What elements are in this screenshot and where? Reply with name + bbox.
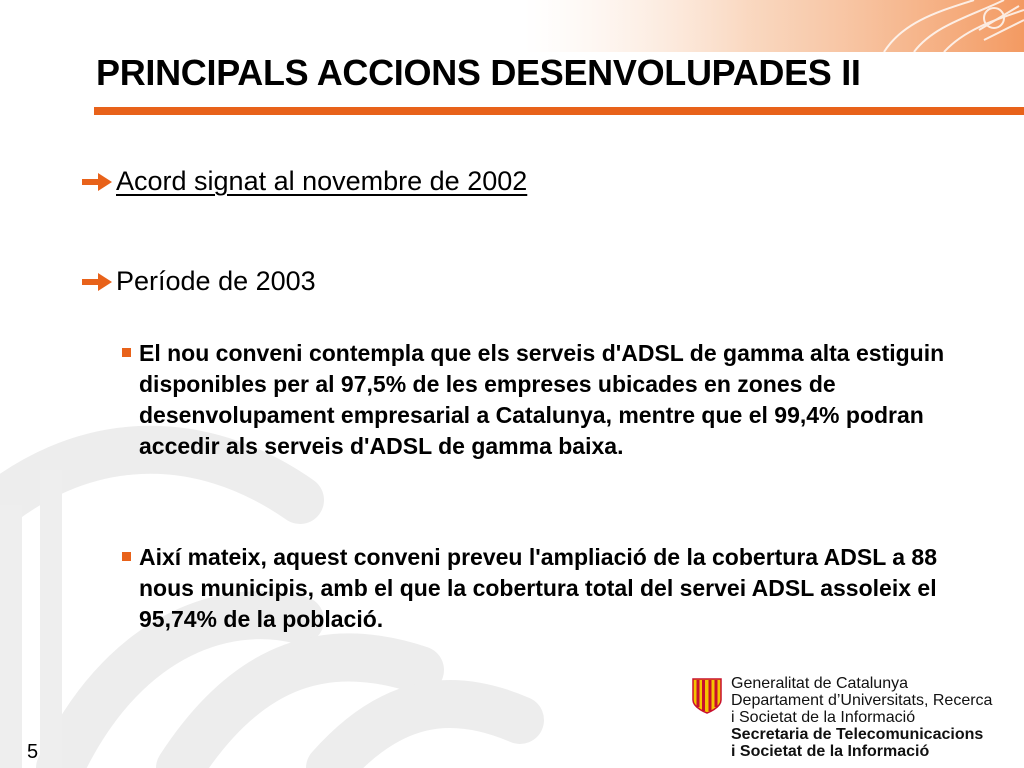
catalan-flag-icon — [692, 678, 722, 714]
bullet-agreement — [80, 166, 527, 197]
logo-line-2: Departament d’Universitats, Recerca — [731, 692, 993, 709]
logo-line-1: Generalitat de Catalunya — [731, 675, 908, 692]
generalitat-logo — [692, 675, 992, 760]
square-bullet-icon — [122, 348, 131, 357]
bullet-period-text: Període de 2003 — [116, 266, 316, 296]
sub-bullet-adsl-municipalities — [122, 542, 982, 635]
page-number: 5 — [27, 741, 39, 763]
title-underline — [94, 107, 1024, 115]
square-bullet-icon — [122, 552, 131, 561]
slide-title: PRINCIPALS ACCIONS DESENVOLUPADES II — [96, 52, 861, 93]
bullet-period — [80, 266, 316, 297]
sub-bullet-text: Així mateix, aquest conveni preveu l'ampliació de la cobertura ADSL a 88 nous municipis, amb el que la cobertura total del servei ADSL assoleix el 95,74% de la població. — [139, 544, 937, 632]
arrow-right-icon — [80, 171, 114, 193]
logo-line-4: Secretaria de Telecomunicacions — [731, 726, 984, 743]
sub-bullet-text: El nou conveni contempla que els serveis d'ADSL de gamma alta estiguin disponibles per al 97,5% de les empreses ubicades en zones de desenvolupament empresarial a Catalunya, mentre que el 99,4% podran accedir als serveis d'ADSL de gamma baixa. — [139, 340, 945, 459]
sub-bullet-adsl-enterprises — [122, 338, 982, 462]
bullet-agreement-text: Acord signat al novembre de 2002 — [116, 166, 528, 196]
logo-line-5: i Societat de la Informació — [731, 743, 930, 760]
logo-line-3: i Societat de la Informació — [731, 709, 916, 726]
arrow-right-icon — [80, 271, 114, 293]
header-decoration — [524, 0, 1024, 52]
